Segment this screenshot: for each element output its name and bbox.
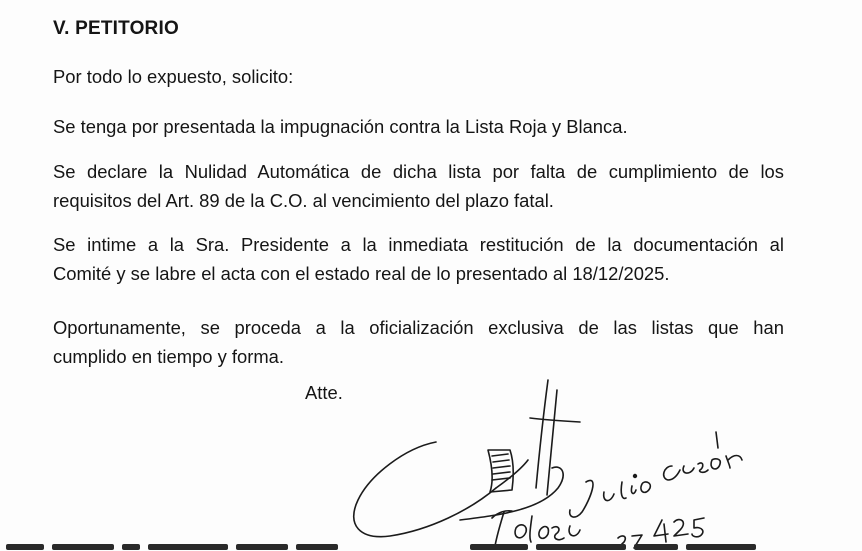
paragraph-request-1	[53, 112, 628, 141]
closing-text: Atte.	[305, 382, 343, 403]
paragraph-request-3	[53, 230, 784, 288]
paragraph-request-4-line-2: cumplido en tiempo y forma.	[53, 346, 285, 367]
handwritten-signature	[300, 370, 780, 551]
paragraph-intro	[53, 62, 293, 91]
paragraph-request-3-line-1: Se intime a la Sra. Presidente a la inmediata restitución de la documentación al	[53, 234, 784, 255]
paragraph-request-4-line-1: Oportunamente, se proceda a la oficialización exclusiva de las listas que han	[53, 317, 784, 338]
paragraph-request-2-line-1: Se declare la Nulidad Automática de dicha lista por falta de cumplimiento de los	[53, 161, 784, 182]
cut-off-text-strip	[0, 540, 862, 551]
paragraph-request-4	[53, 313, 784, 371]
paragraph-request-1-text: Se tenga por presentada la impugnación contra la Lista Roja y Blanca.	[53, 116, 628, 137]
section-heading: V. PETITORIO	[53, 18, 179, 39]
paragraph-request-2	[53, 157, 784, 215]
paragraph-request-3-line-2: Comité y se labre el acta con el estado real de lo presentado al 18/12/2025.	[53, 263, 670, 284]
paragraph-request-2-line-2: requisitos del Art. 89 de la C.O. al vencimiento del plazo fatal.	[53, 190, 554, 211]
paragraph-intro-text: Por todo lo expuesto, solicito:	[53, 66, 294, 87]
